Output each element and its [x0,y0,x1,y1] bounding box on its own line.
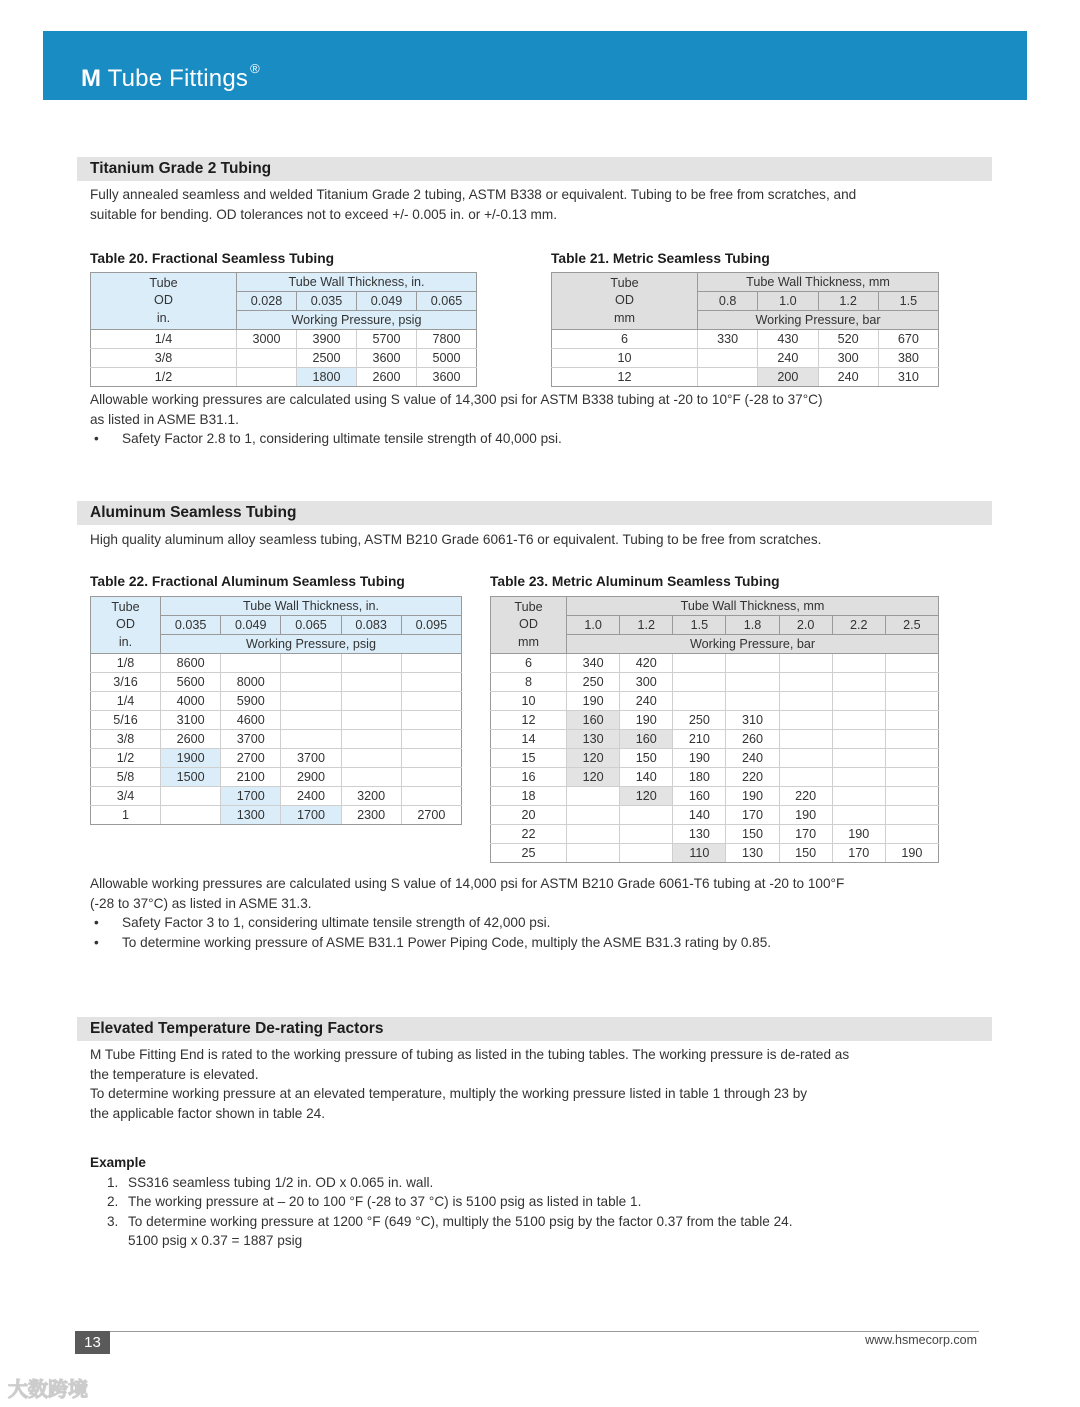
table22-wall: 0.049 [221,616,281,635]
table-cell: 6 [552,330,698,349]
table22-wall: 0.035 [161,616,221,635]
table20-wp-header: Working Pressure, psig [237,311,477,330]
table-cell: 8000 [221,673,281,692]
aluminum-note-line1: Allowable working pressures are calculated using S value of 14,000 psi for ASTM B210 Grade 6061-T6 tubing at -20 to 100°F [90,876,845,891]
table-cell: 2500 [297,349,357,368]
titanium-notes [90,390,960,449]
table-cell: 3000 [237,330,297,349]
titanium-desc-line2: suitable for bending. OD tolerances not to exceed +/- 0.005 in. or +/-0.13 mm. [90,206,557,222]
table-cell [885,654,938,673]
table-cell: 240 [758,349,818,368]
table20 [90,272,477,387]
table-cell [698,368,758,387]
table-cell: 520 [818,330,878,349]
table-row [491,806,939,825]
table21-caption: Table 21. Metric Seamless Tubing [551,251,770,266]
table23-wall: 2.5 [885,616,938,635]
table-cell: 4000 [161,692,221,711]
table21-wall: 1.2 [818,292,878,311]
table-cell: 3100 [161,711,221,730]
example-block [90,1153,960,1251]
table21 [551,272,939,387]
table-cell: 2700 [221,749,281,768]
table-cell [401,654,461,673]
table-cell [401,768,461,787]
table-cell: 5/16 [91,711,161,730]
table21-od-header: Tube OD mm [552,273,698,330]
table-cell [281,730,341,749]
table-cell [341,768,401,787]
table-cell: 12 [552,368,698,387]
table-cell [401,711,461,730]
table-cell: 240 [726,749,779,768]
table-cell: 7800 [417,330,477,349]
table-cell: 140 [620,768,673,787]
table-cell [401,787,461,806]
table-cell [341,654,401,673]
step-number: 3. [107,1213,119,1229]
table-cell: 380 [878,349,938,368]
brand-letter: M [81,65,102,92]
list-item: • To determine working pressure of ASME B31.1 Power Piping Code, multiply the ASME B31.3 rating by 0.85. [90,933,960,953]
table-cell [779,692,832,711]
table-cell: 2400 [281,787,341,806]
titanium-desc-line1: Fully annealed seamless and welded Titanium Grade 2 tubing, ASTM B338 or equivalent. Tubing to be free from scratches, and [90,187,857,202]
table-cell [779,654,832,673]
list-item: • Safety Factor 3 to 1, considering ultimate tensile strength of 42,000 psi. [90,913,960,933]
table-cell: 150 [779,844,832,863]
table-cell: 310 [878,368,938,387]
table-cell [832,787,885,806]
table-cell: 1800 [297,368,357,387]
table-cell: 1 [91,806,161,825]
table-cell [161,806,221,825]
table-cell [237,349,297,368]
table-cell: 1700 [221,787,281,806]
table-cell [221,654,281,673]
table-cell: 330 [698,330,758,349]
table-cell: 150 [726,825,779,844]
table-cell: 190 [832,825,885,844]
table-cell: 1900 [161,749,221,768]
table-cell [885,806,938,825]
table-cell: 3/4 [91,787,161,806]
table-cell: 1500 [161,768,221,787]
table-cell [401,730,461,749]
table22-wall: 0.095 [401,616,461,635]
table-cell [779,730,832,749]
table-cell: 8 [491,673,567,692]
footer-divider [110,1331,979,1332]
table-cell: 170 [832,844,885,863]
table-cell [885,787,938,806]
table-cell: 250 [673,711,726,730]
table-cell [673,654,726,673]
table-row [491,692,939,711]
table-cell: 5000 [417,349,477,368]
table-row [491,787,939,806]
table-row [491,768,939,787]
example-title: Example [90,1155,146,1170]
table-cell [401,749,461,768]
table-cell: 120 [567,768,620,787]
table22-wall: 0.083 [341,616,401,635]
table-cell [832,806,885,825]
table-cell [341,692,401,711]
table-row [91,349,477,368]
table23-wp-header: Working Pressure, bar [567,635,939,654]
aluminum-notes [90,874,960,952]
table-cell: 1/2 [91,749,161,768]
table-cell: 240 [620,692,673,711]
table-cell: 5900 [221,692,281,711]
table-cell [281,692,341,711]
table-row [491,654,939,673]
table-cell [832,654,885,673]
table-cell [726,654,779,673]
table-cell [885,768,938,787]
table23-od-header: Tube OD mm [491,597,567,654]
step-number: 1. [107,1174,119,1190]
table-cell: 340 [567,654,620,673]
table-cell: 1/2 [91,368,237,387]
table-row [91,330,477,349]
table-cell [341,673,401,692]
table-cell: 420 [620,654,673,673]
table-cell: 25 [491,844,567,863]
aluminum-note-line2: (-28 to 37°C) as listed in ASME 31.3. [90,895,312,911]
table-cell: 6 [491,654,567,673]
step-text: To determine working pressure at 1200 °F (649 °C), multiply the 5100 psig by the factor 0.37 from the table 24. [128,1213,793,1229]
list-item: • Safety Factor 2.8 to 1, considering ultimate tensile strength of 40,000 psi. [90,429,960,449]
table-row [91,654,462,673]
table-cell: 130 [726,844,779,863]
table-cell: 1300 [221,806,281,825]
table-cell [832,730,885,749]
table-cell: 210 [673,730,726,749]
elevated-heading: Elevated Temperature De-rating Factors [77,1017,992,1041]
table-row [552,330,939,349]
table-cell: 190 [567,692,620,711]
table-cell [281,673,341,692]
table-cell [673,673,726,692]
table22-header-row [91,597,462,616]
table-row [91,692,462,711]
table-cell [832,692,885,711]
titanium-note-line2: as listed in ASME B31.1. [90,411,239,427]
table22 [90,596,462,825]
table-row [91,787,462,806]
table-cell: 5600 [161,673,221,692]
table-cell: 120 [620,787,673,806]
table-cell: 10 [552,349,698,368]
table-row [491,844,939,863]
table-cell: 2300 [341,806,401,825]
elevated-line2: the temperature is elevated. [90,1066,259,1082]
table-cell [698,349,758,368]
table21-wall: 0.8 [698,292,758,311]
table-cell: 160 [567,711,620,730]
table23-wall: 2.0 [779,616,832,635]
table20-od-header: Tube OD in. [91,273,237,330]
table-cell: 15 [491,749,567,768]
table-cell [885,730,938,749]
table-cell: 3600 [417,368,477,387]
table21-wp-header: Working Pressure, bar [698,311,939,330]
table-cell: 3/16 [91,673,161,692]
table-cell [341,749,401,768]
table-cell: 3600 [357,349,417,368]
table22-wp-header: Working Pressure, psig [161,635,462,654]
table-cell: 4600 [221,711,281,730]
aluminum-heading: Aluminum Seamless Tubing [77,501,992,525]
table-row [552,368,939,387]
table-cell: 3/8 [91,349,237,368]
table22-wall: 0.065 [281,616,341,635]
page-title [81,61,260,93]
table22-wall-header: Tube Wall Thickness, in. [161,597,462,616]
table23 [490,596,939,863]
table-cell: 150 [620,749,673,768]
table-cell: 3700 [221,730,281,749]
step-number: 2. [107,1194,119,1209]
table-row [491,730,939,749]
elevated-line4: the applicable factor shown in table 24. [90,1105,326,1121]
table-cell: 18 [491,787,567,806]
table-cell: 190 [885,844,938,863]
title-text: Tube Fittings [107,65,249,92]
table20-wall: 0.065 [417,292,477,311]
table-cell [620,806,673,825]
table-cell: 260 [726,730,779,749]
table-cell [885,673,938,692]
table-cell: 160 [673,787,726,806]
table-row [491,749,939,768]
aluminum-description: High quality aluminum alloy seamless tubing, ASTM B210 Grade 6061-T6 or equivalent. Tubing to be free from scratches. [90,532,822,547]
elevated-description [90,1045,960,1123]
table20-wall-header: Tube Wall Thickness, in. [237,273,477,292]
table-cell [832,711,885,730]
table-cell: 190 [726,787,779,806]
example-calculation: 5100 psig x 0.37 = 1887 psig [128,1233,303,1248]
table-cell: 1/4 [91,692,161,711]
table-cell: 20 [491,806,567,825]
table-cell: 2600 [161,730,221,749]
table-cell: 2100 [221,768,281,787]
table23-wall: 2.2 [832,616,885,635]
table-cell [567,825,620,844]
table-cell [401,692,461,711]
table-cell: 3200 [341,787,401,806]
table-cell: 190 [779,806,832,825]
titanium-bullets [90,429,960,449]
table-cell: 220 [779,787,832,806]
table-row [91,730,462,749]
table-cell [885,692,938,711]
elevated-line1: M Tube Fitting End is rated to the working pressure of tubing as listed in the tubing tables. The working pressure is de-rated as [90,1047,850,1062]
table-cell: 180 [673,768,726,787]
table23-caption: Table 23. Metric Aluminum Seamless Tubing [490,574,780,589]
table-row [552,349,939,368]
table-row [91,768,462,787]
table-cell [779,711,832,730]
table-cell: 3900 [297,330,357,349]
table-cell: 190 [620,711,673,730]
table-cell [726,692,779,711]
table23-wall: 1.2 [620,616,673,635]
table23-wall: 1.5 [673,616,726,635]
table20-wall: 0.049 [357,292,417,311]
header-bar [43,31,1027,100]
table-cell [567,806,620,825]
table20-wall: 0.028 [237,292,297,311]
table-cell: 140 [673,806,726,825]
table-cell: 1/4 [91,330,237,349]
table-cell: 5700 [357,330,417,349]
table20-wall: 0.035 [297,292,357,311]
table-row [491,711,939,730]
table-cell: 170 [726,806,779,825]
table23-header-row [491,597,939,616]
table-cell: 3700 [281,749,341,768]
table-cell [281,654,341,673]
registered-mark: ® [250,61,260,76]
table-cell [237,368,297,387]
table-cell: 1/8 [91,654,161,673]
table-cell: 430 [758,330,818,349]
table-cell [620,844,673,863]
table21-wall: 1.0 [758,292,818,311]
table-cell: 16 [491,768,567,787]
table-cell [341,711,401,730]
table-cell [341,730,401,749]
table-cell: 12 [491,711,567,730]
table-cell [885,749,938,768]
list-item [90,1173,960,1193]
table-cell: 190 [673,749,726,768]
table-cell [161,787,221,806]
table-cell: 3/8 [91,730,161,749]
table-cell [779,749,832,768]
table-row [491,825,939,844]
table-row [91,711,462,730]
table-cell [885,711,938,730]
table-cell: 22 [491,825,567,844]
table-cell [832,768,885,787]
table-cell: 130 [673,825,726,844]
table-cell [726,673,779,692]
example-steps [90,1173,960,1232]
table-cell: 2900 [281,768,341,787]
elevated-line3: To determine working pressure at an elevated temperature, multiply the working pressure listed in table 1 through 23 by [90,1086,808,1101]
table-cell: 10 [491,692,567,711]
table-row [91,806,462,825]
table-row [91,673,462,692]
titanium-description [90,185,960,224]
table-cell [281,711,341,730]
table-cell [567,787,620,806]
table-cell: 670 [878,330,938,349]
aluminum-bullets [90,913,960,952]
table-row [491,673,939,692]
watermark: 大数跨境 [8,1379,88,1401]
table-cell [832,673,885,692]
table23-wall: 1.0 [567,616,620,635]
step-text: The working pressure at – 20 to 100 °F (-28 to 37 °C) is 5100 psig as listed in table 1. [128,1194,642,1209]
table-cell [673,692,726,711]
table-cell: 130 [567,730,620,749]
table-cell [620,825,673,844]
page-number: 13 [75,1331,110,1354]
table-cell: 250 [567,673,620,692]
titanium-note-line1: Allowable working pressures are calculated using S value of 14,300 psi for ASTM B338 tubing at -20 to 10°F (-28 to 37°C) [90,392,823,407]
table-cell: 240 [818,368,878,387]
table-cell [885,825,938,844]
table-cell: 170 [779,825,832,844]
table-cell: 220 [726,768,779,787]
table21-wall-header: Tube Wall Thickness, mm [698,273,939,292]
table-cell [779,673,832,692]
table-cell: 300 [620,673,673,692]
table-cell: 1700 [281,806,341,825]
list-item [90,1192,960,1212]
table22-caption: Table 22. Fractional Aluminum Seamless Tubing [90,574,405,589]
table-cell [779,768,832,787]
table-cell [567,844,620,863]
step-text: SS316 seamless tubing 1/2 in. OD x 0.065 in. wall. [128,1174,434,1190]
table-cell: 200 [758,368,818,387]
table-cell: 2700 [401,806,461,825]
table-cell: 5/8 [91,768,161,787]
table-row [91,368,477,387]
table23-wall-header: Tube Wall Thickness, mm [567,597,939,616]
table-cell: 110 [673,844,726,863]
table22-od-header: Tube OD in. [91,597,161,654]
list-item [90,1212,960,1232]
table20-header-row [91,273,477,292]
table-cell: 300 [818,349,878,368]
table23-wall: 1.8 [726,616,779,635]
titanium-heading: Titanium Grade 2 Tubing [77,157,992,181]
table21-header-row [552,273,939,292]
website-link[interactable]: www.hsmecorp.com [865,1333,977,1347]
table-cell: 120 [567,749,620,768]
table-cell [401,673,461,692]
table-cell: 160 [620,730,673,749]
table-cell: 8600 [161,654,221,673]
table21-wall: 1.5 [878,292,938,311]
table-row [91,749,462,768]
table-cell: 2600 [357,368,417,387]
table-cell: 14 [491,730,567,749]
table-cell [832,749,885,768]
table20-caption: Table 20. Fractional Seamless Tubing [90,251,335,266]
table-cell: 310 [726,711,779,730]
